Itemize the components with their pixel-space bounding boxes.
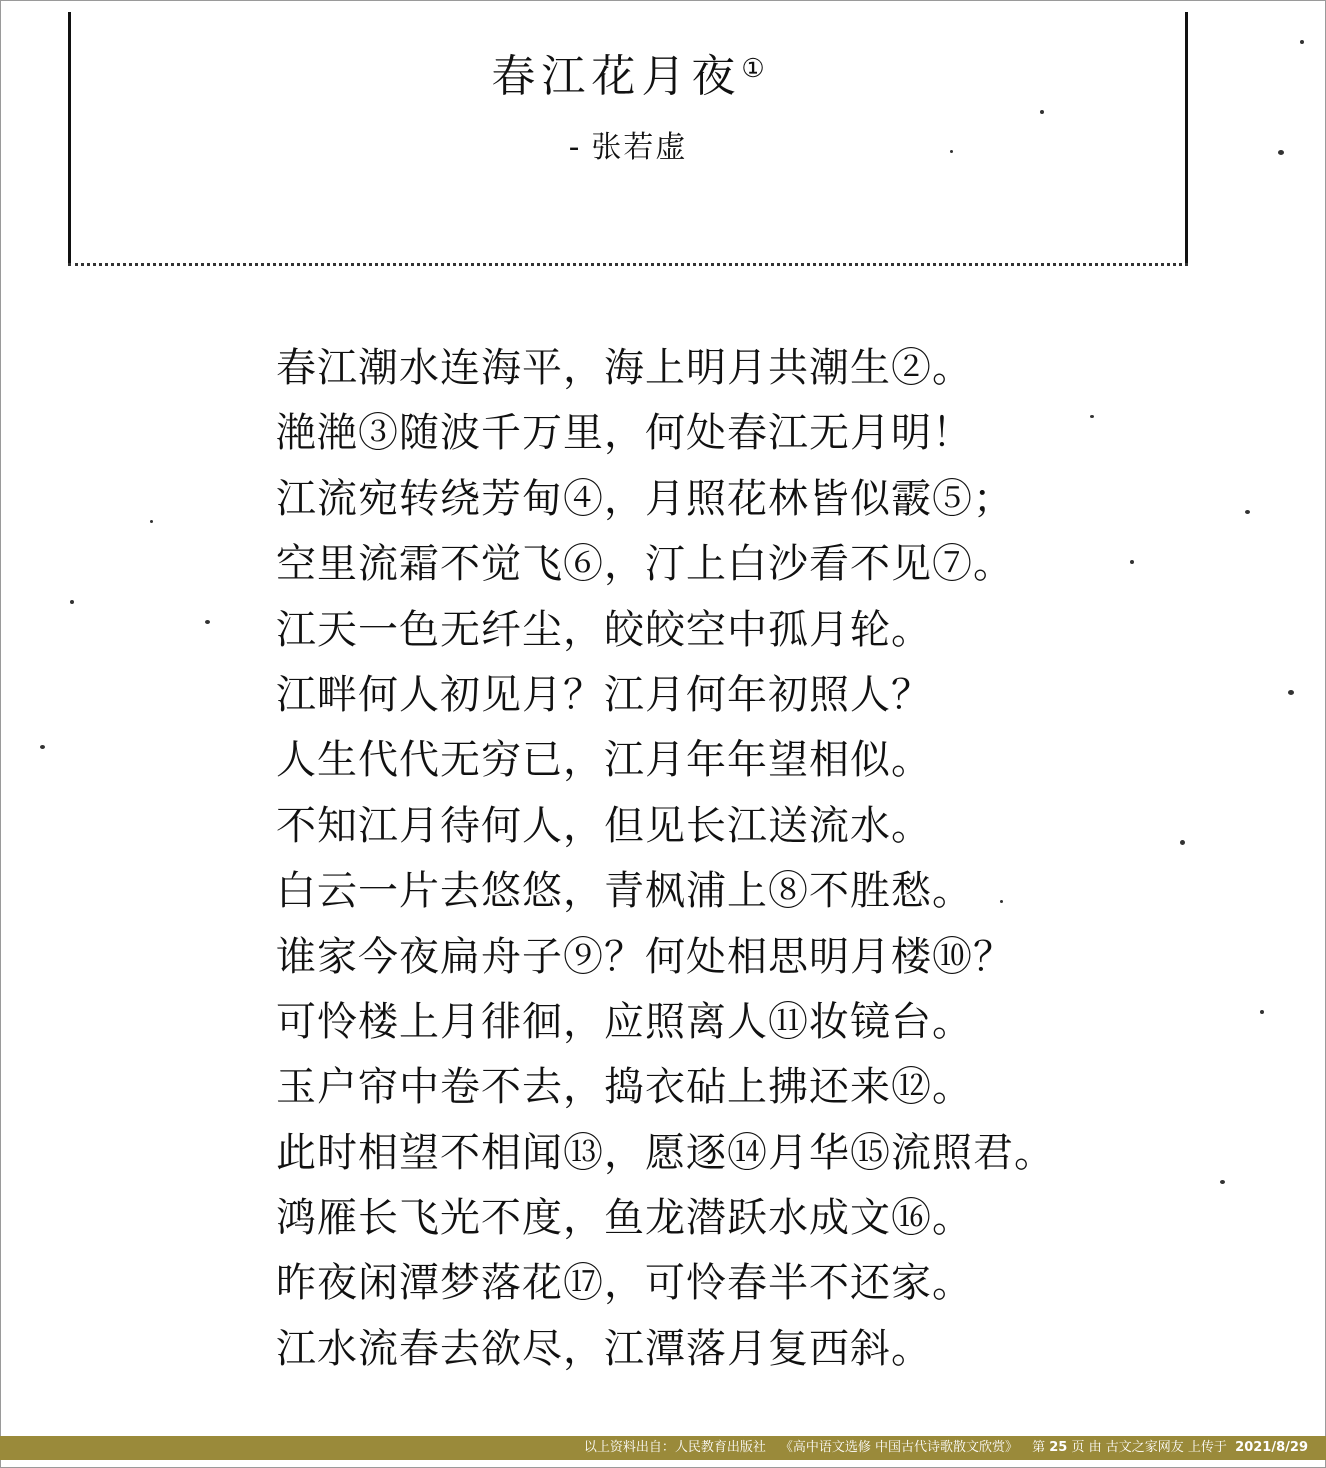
- poem-title: [68, 40, 1188, 104]
- poem-line: 空里流霜不觉飞⑥，汀上白沙看不见⑦。: [276, 541, 1014, 588]
- scan-speck: [70, 600, 74, 604]
- scan-speck: [205, 620, 210, 624]
- scan-speck: [150, 520, 153, 523]
- poem-line: 江水流春去欲尽，江潭落月复西斜。: [276, 1325, 932, 1372]
- scan-speck: [1000, 900, 1003, 903]
- poem-line: 春江潮水连海平，海上明月共潮生②。: [276, 345, 973, 391]
- title-box: [68, 12, 1188, 266]
- scan-speck: [1245, 510, 1250, 514]
- poem-line: 昨夜闲潭梦落花⑰，可怜春半不还家。: [276, 1260, 973, 1307]
- poem-line: 玉户帘中卷不去，捣衣砧上拂还来⑫。: [276, 1064, 973, 1111]
- scan-speck: [1288, 690, 1294, 695]
- title-box-bottom-rule: [68, 263, 1188, 266]
- footer-source-prefix: 以上资料出自：: [583, 1440, 675, 1455]
- poem-line: 谁家今夜扁舟子⑨？何处相思明月楼⑩？: [276, 933, 1014, 980]
- scan-speck: [1300, 40, 1304, 44]
- poem-line: 江流宛转绕芳甸④，月照花林皆似霰⑤；: [276, 475, 1014, 522]
- poem-title-text: 春江花月夜: [491, 51, 742, 102]
- poem-author: [68, 122, 1188, 166]
- poem-body: [276, 336, 1116, 1382]
- scan-speck: [1278, 150, 1284, 155]
- poem-line: 人生代代无穷已，江月年年望相似。: [276, 737, 932, 784]
- poem-line: 白云一片去悠悠，青枫浦上⑧不胜愁。: [276, 868, 973, 915]
- footer-page-prefix: 第: [1032, 1440, 1046, 1455]
- poem-line: 鸿雁长飞光不度，鱼龙潜跃水成文⑯。: [276, 1195, 973, 1242]
- poem-line: 江畔何人初见月？江月何年初照人？: [276, 671, 932, 718]
- footer-page-number: 25: [1049, 1440, 1068, 1455]
- scan-speck: [950, 150, 953, 153]
- footer-uploader: 古文之家网友: [1105, 1440, 1184, 1455]
- source-footer: [0, 1436, 1326, 1460]
- scan-speck: [40, 745, 45, 749]
- scan-speck: [1090, 415, 1094, 418]
- poem-line: 可怜楼上月徘徊，应照离人⑪妆镜台。: [276, 998, 973, 1045]
- footer-page-suffix: 页 由: [1071, 1440, 1102, 1455]
- footer-upload-date: 2021/8/29: [1235, 1440, 1308, 1455]
- poem-line: 此时相望不相闻⑬，愿逐⑭月华⑮流照君。: [276, 1129, 1055, 1176]
- poem-line: 江天一色无纤尘，皎皎空中孤月轮。: [276, 606, 932, 653]
- poem-line: 滟滟③随波千万里，何处春江无月明！: [276, 410, 973, 457]
- author-name: 张若虚: [591, 130, 688, 165]
- poem-line: 不知江月待何人，但见长江送流水。: [276, 802, 932, 849]
- author-dash: -: [568, 130, 582, 165]
- scan-speck: [1260, 1010, 1264, 1014]
- footer-upload-label: 上传于: [1187, 1440, 1227, 1455]
- scan-speck: [1130, 560, 1134, 564]
- poem-title-note-mark: ①: [741, 54, 765, 84]
- footer-publisher: 人民教育出版社: [674, 1440, 766, 1455]
- scan-speck: [1220, 1180, 1225, 1184]
- scan-speck: [1180, 840, 1185, 845]
- scan-speck: [1040, 110, 1044, 114]
- footer-book-title: 《高中语文选修 中国古代诗歌散文欣赏》: [779, 1440, 1019, 1455]
